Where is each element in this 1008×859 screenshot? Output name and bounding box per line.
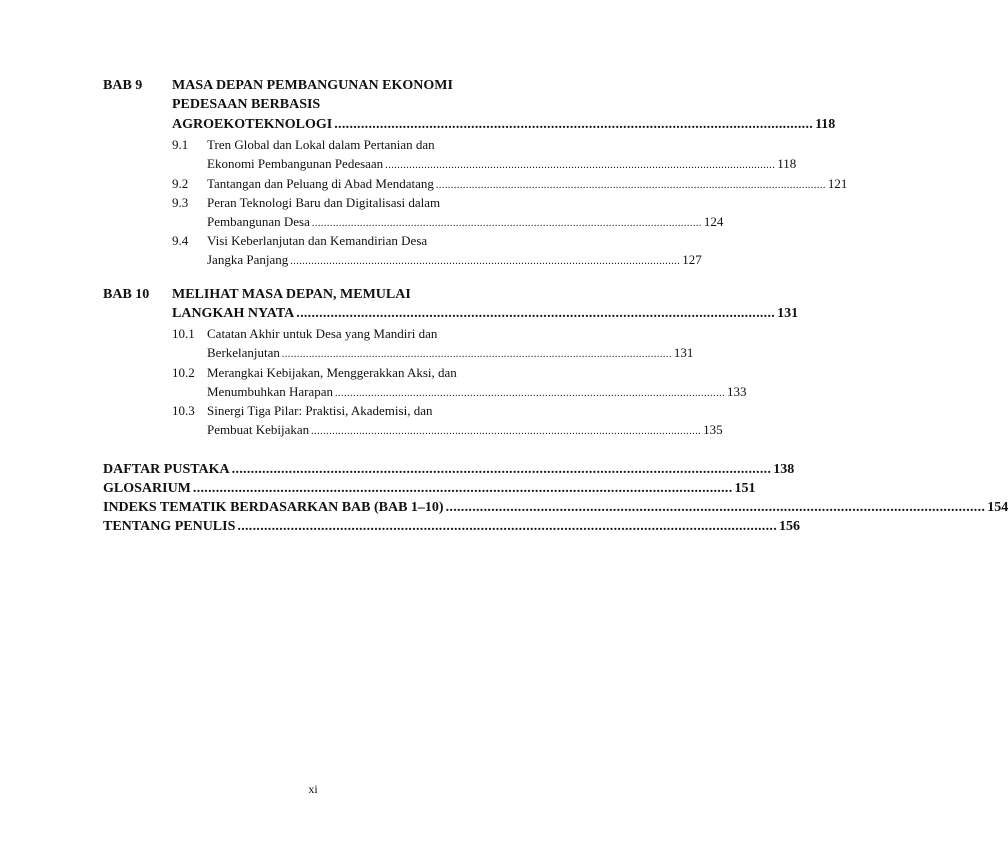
page-ref: 131 bbox=[673, 345, 694, 360]
back-matter-title: GLOSARIUM bbox=[103, 481, 191, 496]
chapter-title-line: AGROEKOTEKNOLOGI bbox=[172, 117, 333, 132]
section-title-line: Pembuat Kebijakan bbox=[207, 422, 310, 437]
section-title-line: Tantangan dan Peluang di Abad Mendatang bbox=[207, 176, 434, 191]
section-number: 10.1 bbox=[172, 326, 195, 341]
dot-leader: .............................................................................................................................................. bbox=[445, 500, 986, 515]
chapter-label: BAB 9 bbox=[103, 78, 143, 93]
section-title-line: Jangka Panjang bbox=[207, 252, 289, 267]
section-title-line: Tren Global dan Lokal dalam Pertanian dan bbox=[207, 137, 435, 152]
dot-leader: .................................................................................................................................. bbox=[311, 218, 702, 229]
chapter-title-entry[interactable] bbox=[172, 115, 836, 134]
page-ref: 135 bbox=[703, 422, 723, 437]
dot-leader: .............................................................................................................................................. bbox=[192, 481, 733, 496]
section-entry[interactable] bbox=[207, 154, 797, 173]
dot-leader: .................................................................................................................................. bbox=[335, 388, 725, 399]
dot-leader: .............................................................................................................................. bbox=[334, 117, 814, 132]
chapter-10 bbox=[103, 285, 799, 324]
section-entry[interactable] bbox=[207, 343, 694, 362]
section-title-line: Pembangunan Desa bbox=[207, 214, 310, 229]
section-number: 10.3 bbox=[172, 403, 195, 418]
section-title-line: Visi Keberlanjutan dan Kemandirian Desa bbox=[207, 233, 428, 248]
section-entry[interactable] bbox=[207, 212, 724, 231]
chapter-title-entry[interactable] bbox=[172, 304, 799, 323]
back-matter bbox=[103, 460, 1008, 536]
page-ref: 131 bbox=[777, 306, 799, 321]
back-matter-title: DAFTAR PUSTAKA bbox=[103, 462, 230, 477]
chapter-10-sections bbox=[103, 324, 747, 442]
page-ref: 154 bbox=[987, 500, 1008, 515]
dot-leader: .............................................................................................................................................. bbox=[237, 519, 777, 534]
dot-leader: .................................................................................................................................. bbox=[290, 256, 681, 267]
back-matter-entry[interactable] bbox=[103, 498, 1008, 517]
chapter-title-line: MELIHAT MASA DEPAN, MEMULAI bbox=[172, 287, 411, 302]
page-ref: 121 bbox=[827, 176, 848, 191]
section-title-line: Sinergi Tiga Pilar: Praktisi, Akademisi, dan bbox=[207, 403, 433, 418]
back-matter-title: TENTANG PENULIS bbox=[103, 519, 236, 534]
section-entry[interactable] bbox=[207, 174, 848, 193]
page-ref: 156 bbox=[779, 519, 800, 534]
page-number: xi bbox=[308, 782, 318, 796]
section-entry[interactable] bbox=[207, 420, 723, 439]
section-title-line: Menumbuhkan Harapan bbox=[207, 384, 333, 399]
section-number: 9.3 bbox=[172, 195, 189, 210]
back-matter-entry[interactable] bbox=[103, 460, 795, 479]
section-title-line: Peran Teknologi Baru dan Digitalisasi dalam bbox=[207, 195, 441, 210]
chapter-title-line: PEDESAAN BERBASIS bbox=[172, 97, 321, 112]
dot-leader: .............................................................................................................................. bbox=[296, 306, 776, 321]
page-ref: 124 bbox=[703, 214, 724, 229]
chapter-9 bbox=[103, 76, 836, 135]
section-title-line: Merangkai Kebijakan, Menggerakkan Aksi, dan bbox=[207, 365, 457, 380]
dot-leader: .................................................................................................................................. bbox=[281, 349, 672, 360]
page-ref: 151 bbox=[734, 481, 756, 496]
chapter-title-line: MASA DEPAN PEMBANGUNAN EKONOMI bbox=[172, 78, 453, 93]
chapter-label: BAB 10 bbox=[103, 287, 150, 302]
page-ref: 133 bbox=[727, 384, 747, 399]
chapter-9-sections bbox=[103, 135, 848, 273]
table-of-contents bbox=[103, 76, 1008, 536]
section-title-line: Ekonomi Pembangunan Pedesaan bbox=[207, 156, 384, 171]
dot-leader: .................................................................................................................................. bbox=[385, 160, 776, 171]
page-ref: 127 bbox=[682, 252, 702, 267]
dot-leader: .................................................................................................................................. bbox=[311, 426, 702, 437]
section-number: 9.1 bbox=[172, 137, 189, 152]
section-title-line: Berkelanjutan bbox=[207, 345, 280, 360]
back-matter-title: INDEKS TEMATIK BERDASARKAN BAB (BAB 1–10) bbox=[103, 500, 444, 515]
page-ref: 118 bbox=[815, 117, 836, 132]
section-title-line: Catatan Akhir untuk Desa yang Mandiri dan bbox=[207, 326, 438, 341]
dot-leader: .............................................................................................................................................. bbox=[231, 462, 772, 477]
section-number: 9.4 bbox=[172, 233, 189, 248]
page-ref: 118 bbox=[777, 156, 797, 171]
section-number: 10.2 bbox=[172, 365, 195, 380]
section-number: 9.2 bbox=[172, 176, 189, 191]
section-entry[interactable] bbox=[207, 250, 702, 269]
back-matter-entry[interactable] bbox=[103, 517, 800, 536]
chapter-title-line: LANGKAH NYATA bbox=[172, 306, 295, 321]
section-entry[interactable] bbox=[207, 382, 747, 401]
page-ref: 138 bbox=[773, 462, 795, 477]
dot-leader: .................................................................................................................................. bbox=[435, 180, 826, 191]
back-matter-entry[interactable] bbox=[103, 479, 756, 498]
